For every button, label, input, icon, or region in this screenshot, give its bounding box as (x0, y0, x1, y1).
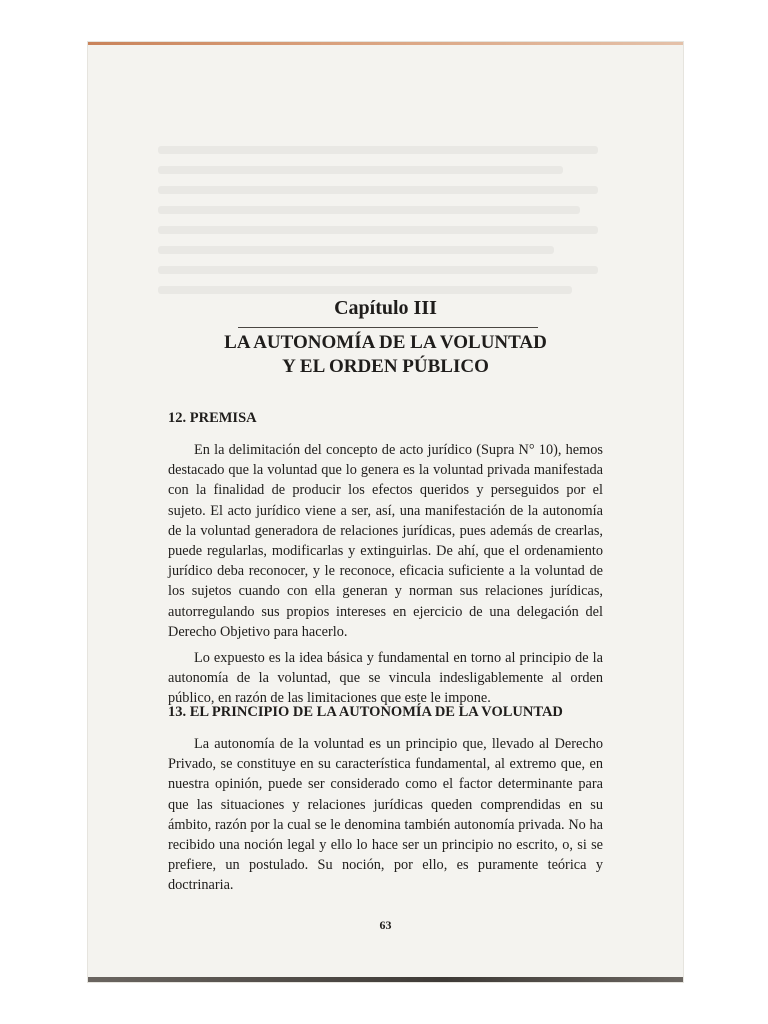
section-body-premisa (168, 440, 603, 709)
paragraph: Lo expuesto es la idea básica y fundamental en torno al principio de la autonomía de la voluntad, que se vincula indesligablemente al orden público, en razón de las limitaciones que este le impone. (168, 650, 603, 707)
page-number: 63 (379, 918, 392, 932)
paragraph: En la delimitación del concepto de acto jurídico (Supra N° 10), hemos destacado que la voluntad que lo genera es la voluntad privada manifestada con la finalidad de producir los efectos queridos y perseguidos por el sujeto. El acto jurídico viene a ser, así, una manifestación de la autonomía de la voluntad generadora de relaciones jurídicas, pues además de crearlas, puede regularlas, modificarlas y extinguirlas. De ahí, que el ordenamiento jurídico deba reconocer, y le reconoce, eficacia suficiente a la voluntad de los sujetos cuando con ella generan y norman sus relaciones jurídicas, autorregulando sus propios intereses en ejercicio de una delegación del Derecho Objetivo para hacerlo. (168, 442, 603, 640)
section-heading-premisa: 12. PREMISA (168, 410, 257, 426)
chapter-title-line-2: Y EL ORDEN PÚBLICO (282, 356, 489, 377)
section-body-autonomia (168, 734, 603, 896)
chapter-rule (238, 327, 538, 328)
section-heading-autonomia: 13. EL PRINCIPIO DE LA AUTONOMÍA DE LA VOLUNTAD (168, 704, 563, 720)
book-page (88, 42, 683, 982)
paragraph: La autonomía de la voluntad es un principio que, llevado al Derecho Privado, se constituye en su característica fundamental, al extremo que, en nuestra opinión, puede ser considerado como el factor determinante para que las situaciones y relaciones jurídicas queden comprendidas en su ámbito, razón por la cual se le denomina también autonomía privada. No ha recibido una noción legal y ello lo hace ser un principio no escrito, o, si se prefiere, un postulado. Su noción, por ello, es puramente teórica y doctrinaria. (168, 736, 603, 894)
page-top-edge (88, 42, 683, 45)
chapter-title (168, 331, 603, 379)
chapter-label: Capítulo III (334, 297, 437, 319)
chapter-title-line-1: LA AUTONOMÍA DE LA VOLUNTAD (224, 332, 547, 353)
page-bottom-edge (88, 977, 683, 982)
